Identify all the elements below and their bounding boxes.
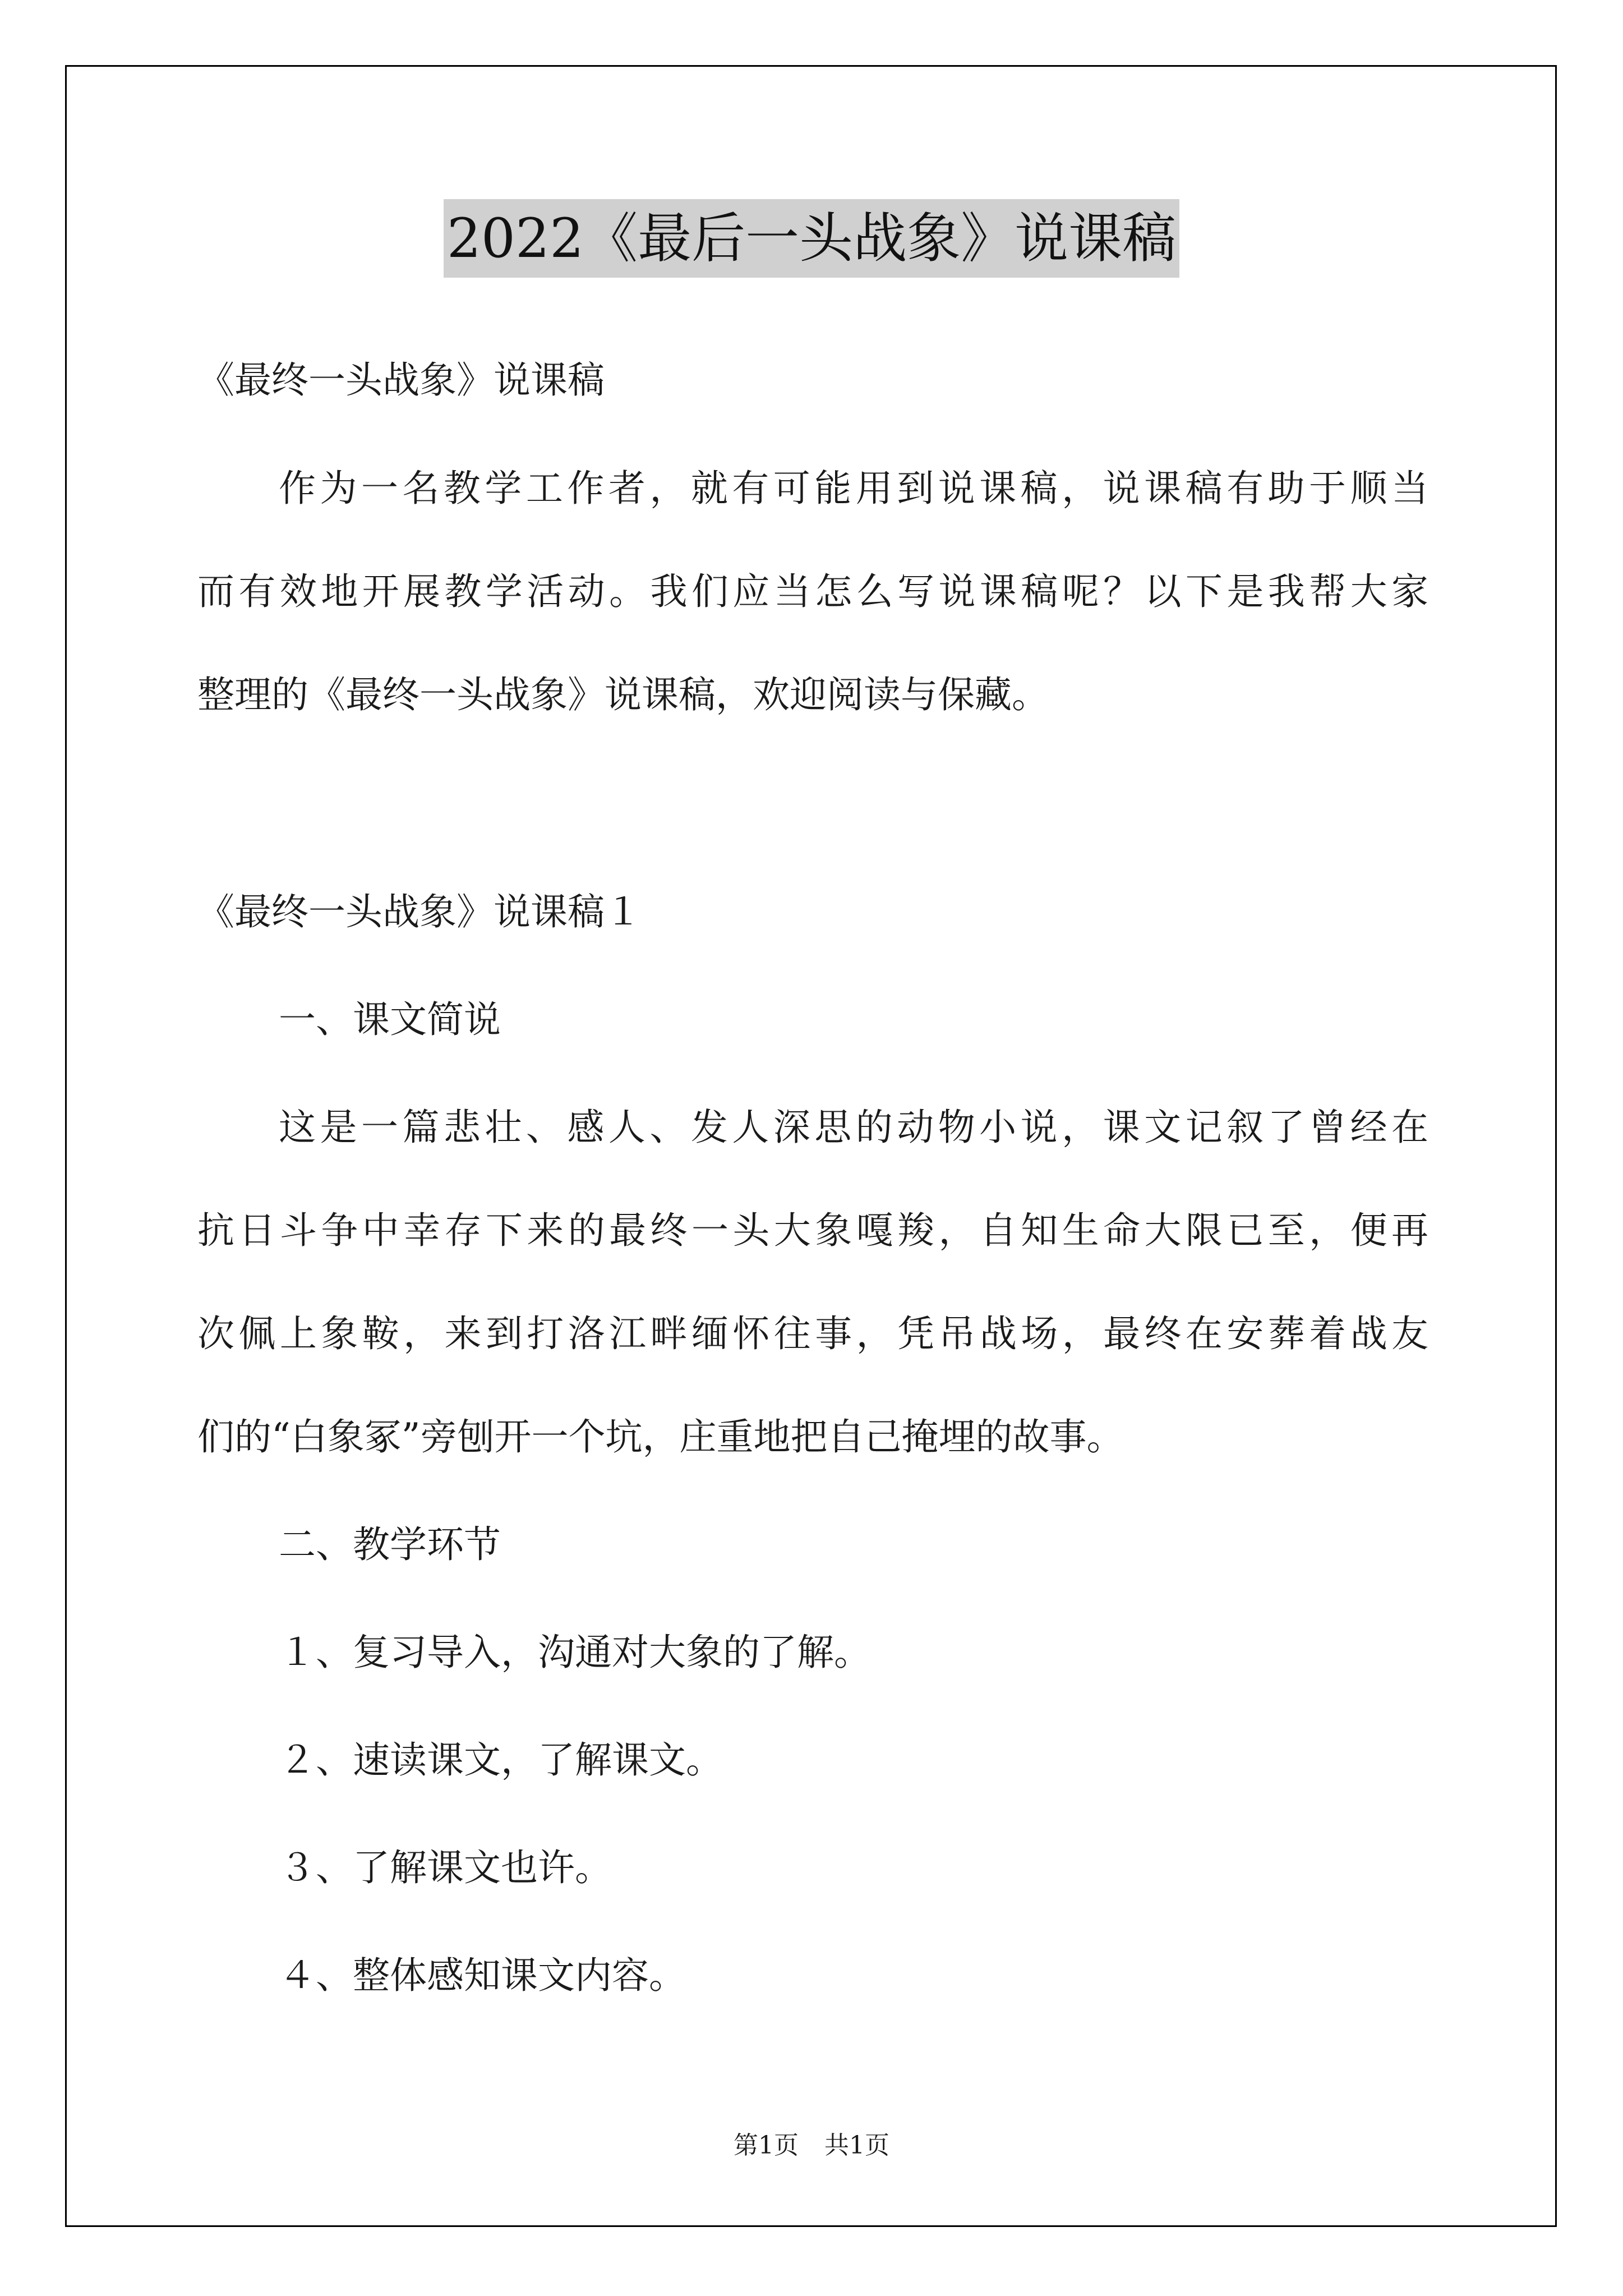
document-title: 2022《最后一头战象》说课稿 — [444, 199, 1179, 278]
step-item-3: ３、了解课文也许。 — [279, 1846, 612, 1889]
intro-line-3: 整理的《最终一头战象》说课稿，欢迎阅读与保藏。 — [197, 673, 1049, 716]
page-total: 共1页 — [824, 2131, 889, 2160]
step-item-2: ２、速读课文，了解课文。 — [279, 1738, 723, 1782]
step-item-4: ４、整体感知课文内容。 — [279, 1954, 686, 1997]
part-heading-1: 一、课文简说 — [279, 998, 501, 1041]
page-number: 第1页 — [734, 2131, 799, 2160]
page-footer — [0, 2129, 1623, 2162]
document-subtitle: 《最终一头战象》说课稿 — [197, 358, 605, 402]
part1-line-2: 抗日斗争中幸存下来的最终一头大象嘎羧，自知生命大限已至，便再 — [197, 1209, 1428, 1252]
section-heading: 《最终一头战象》说课稿１ — [197, 890, 642, 933]
part1-line-1: 这是一篇悲壮、感人、发人深思的动物小说，课文记叙了曾经在 — [279, 1106, 1428, 1149]
intro-line-1: 作为一名教学工作者，就有可能用到说课稿，说课稿有助于顺当 — [279, 467, 1428, 510]
part1-line-3: 次佩上象鞍，来到打洛江畔缅怀往事，凭吊战场，最终在安葬着战友 — [197, 1312, 1428, 1355]
intro-line-2: 而有效地开展教学活动。我们应当怎么写说课稿呢？以下是我帮大家 — [197, 570, 1428, 613]
part1-line-4: 们的“白象冢”旁刨开一个坑，庄重地把自己掩埋的故事。 — [197, 1415, 1124, 1458]
step-item-1: １、复习导入，沟通对大象的了解。 — [279, 1631, 871, 1674]
title-container — [0, 199, 1623, 278]
part-heading-2: 二、教学环节 — [279, 1523, 501, 1566]
